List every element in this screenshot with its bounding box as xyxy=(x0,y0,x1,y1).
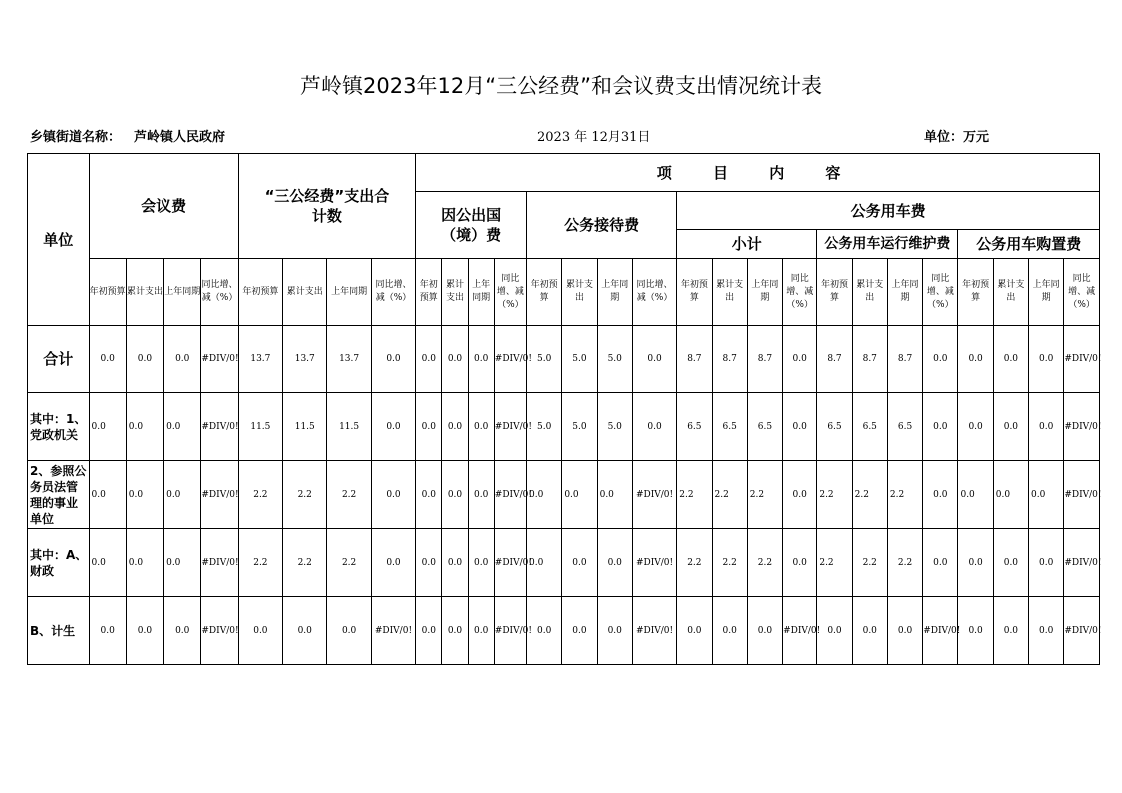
cell-value: 0.0 xyxy=(283,597,327,665)
cell-value: 13.7 xyxy=(283,326,327,393)
cell-value: #DIV/0! xyxy=(494,461,526,529)
cell-value: 13.7 xyxy=(327,326,371,393)
abroad-header: 因公出国（境）费 xyxy=(416,192,527,259)
subheader-yoy: 同比增、减（%） xyxy=(923,259,958,326)
cell-value: 0.0 xyxy=(126,461,163,529)
cell-value: #DIV/0! xyxy=(632,461,676,529)
subheader-lastyear: 上年同期 xyxy=(887,259,922,326)
cell-value: 0.0 xyxy=(416,393,442,461)
cell-value: 2.2 xyxy=(747,461,782,529)
cell-value: 0.0 xyxy=(958,529,993,597)
cell-value: 0.0 xyxy=(468,393,494,461)
cell-value: 0.0 xyxy=(783,529,817,597)
unit-label: 单位：万元 xyxy=(924,130,990,145)
cell-value: 8.7 xyxy=(817,326,852,393)
cell-value: 0.0 xyxy=(993,529,1028,597)
cell-value: 0.0 xyxy=(747,597,782,665)
subheader-cumulative: 累计支出 xyxy=(852,259,887,326)
cell-value: 6.5 xyxy=(712,393,747,461)
cell-value: 2.2 xyxy=(238,529,282,597)
purchase-header: 公务用车购置费 xyxy=(958,230,1100,259)
cell-value: 0.0 xyxy=(562,597,597,665)
subheader-lastyear: 上年同期 xyxy=(1029,259,1064,326)
page-title: 芦岭镇2023年12月“三公经费”和会议费支出情况统计表 xyxy=(300,74,822,98)
subheader-cumulative: 累计支出 xyxy=(993,259,1028,326)
cell-value: 2.2 xyxy=(677,529,712,597)
cell-value: 5.0 xyxy=(562,326,597,393)
cell-value: 2.2 xyxy=(887,529,922,597)
table-row xyxy=(28,393,1100,461)
cell-value: 0.0 xyxy=(632,326,676,393)
cell-value: 11.5 xyxy=(283,393,327,461)
unit-header: 单位 xyxy=(28,154,90,326)
cell-value: 0.0 xyxy=(442,326,468,393)
cell-value: 0.0 xyxy=(562,461,597,529)
cell-value: 0.0 xyxy=(89,393,126,461)
cell-value: 0.0 xyxy=(993,597,1028,665)
cell-value: 5.0 xyxy=(562,393,597,461)
cell-value: 0.0 xyxy=(1029,461,1064,529)
subheader-budget: 年初预算 xyxy=(817,259,852,326)
cell-value: 0.0 xyxy=(1029,393,1064,461)
row-label: 其中：1、党政机关 xyxy=(28,393,90,461)
cell-value: 0.0 xyxy=(1029,529,1064,597)
cell-value: 2.2 xyxy=(283,529,327,597)
street-label: 乡镇街道名称： xyxy=(30,130,122,145)
cell-value: 0.0 xyxy=(371,326,415,393)
cell-value: 2.2 xyxy=(712,461,747,529)
cell-value: 0.0 xyxy=(783,326,817,393)
cell-value: 0.0 xyxy=(527,529,562,597)
subheader-lastyear: 上年同期 xyxy=(164,259,201,326)
subheader-lastyear: 上年同期 xyxy=(468,259,494,326)
cell-value: 0.0 xyxy=(416,597,442,665)
cell-value: 0.0 xyxy=(126,326,163,393)
cell-value: 11.5 xyxy=(327,393,371,461)
cell-value: 8.7 xyxy=(747,326,782,393)
vehicle-header: 公务用车费 xyxy=(677,192,1100,230)
row-label: 其中：A、财政 xyxy=(28,529,90,597)
sangong-total-header: “三公经费”支出合计数 xyxy=(238,154,415,259)
subheader-budget: 年初预算 xyxy=(677,259,712,326)
cell-value: 2.2 xyxy=(852,461,887,529)
cell-value: 0.0 xyxy=(371,393,415,461)
cell-value: 2.2 xyxy=(327,529,371,597)
subheader-cumulative: 累计支出 xyxy=(442,259,468,326)
street-name: 芦岭镇人民政府 xyxy=(134,130,226,145)
cell-value: 6.5 xyxy=(677,393,712,461)
cell-value: 2.2 xyxy=(817,529,852,597)
cell-value: 0.0 xyxy=(597,597,632,665)
subheader-lastyear: 上年同期 xyxy=(597,259,632,326)
cell-value: 6.5 xyxy=(747,393,782,461)
cell-value: 5.0 xyxy=(527,326,562,393)
subheader-cumulative: 累计支出 xyxy=(712,259,747,326)
cell-value: #DIV/0! xyxy=(1064,393,1100,461)
subheader-cumulative: 累计支出 xyxy=(283,259,327,326)
cell-value: 0.0 xyxy=(887,597,922,665)
cell-value: 8.7 xyxy=(852,326,887,393)
cell-value: 0.0 xyxy=(958,461,993,529)
cell-value: 0.0 xyxy=(468,326,494,393)
meeting-header: 会议费 xyxy=(89,154,238,259)
report-date: 2023 年 12月31日 xyxy=(537,130,651,145)
reception-header: 公务接待费 xyxy=(527,192,677,259)
subheader-budget: 年初预算 xyxy=(527,259,562,326)
cell-value: 0.0 xyxy=(442,597,468,665)
cell-value: #DIV/0! xyxy=(201,597,238,665)
cell-value: 5.0 xyxy=(597,393,632,461)
cell-value: 6.5 xyxy=(887,393,922,461)
cell-value: 0.0 xyxy=(923,461,958,529)
cell-value: #DIV/0! xyxy=(201,461,238,529)
cell-value: 0.0 xyxy=(597,529,632,597)
cell-value: #DIV/0! xyxy=(632,529,676,597)
cell-value: 5.0 xyxy=(527,393,562,461)
subheader-yoy: 同比增、减（%） xyxy=(1064,259,1100,326)
subheader-lastyear: 上年同期 xyxy=(747,259,782,326)
cell-value: 0.0 xyxy=(1029,326,1064,393)
cell-value: 8.7 xyxy=(677,326,712,393)
cell-value: #DIV/0! xyxy=(1064,529,1100,597)
cell-value: 0.0 xyxy=(126,597,163,665)
cell-value: 0.0 xyxy=(89,597,126,665)
row-label: B、计生 xyxy=(28,597,90,665)
cell-value: 0.0 xyxy=(562,529,597,597)
expense-table xyxy=(27,153,1100,665)
subheader-lastyear: 上年同期 xyxy=(327,259,371,326)
cell-value: 0.0 xyxy=(923,393,958,461)
cell-value: 0.0 xyxy=(238,597,282,665)
subheader-budget: 年初预算 xyxy=(238,259,282,326)
cell-value: 0.0 xyxy=(993,393,1028,461)
cell-value: 0.0 xyxy=(993,461,1028,529)
cell-value: 0.0 xyxy=(923,529,958,597)
cell-value: 8.7 xyxy=(887,326,922,393)
cell-value: 13.7 xyxy=(238,326,282,393)
cell-value: 0.0 xyxy=(442,461,468,529)
cell-value: 0.0 xyxy=(416,461,442,529)
subheader-budget: 年初预算 xyxy=(89,259,126,326)
cell-value: 0.0 xyxy=(527,597,562,665)
cell-value: 0.0 xyxy=(126,393,163,461)
operation-header: 公务用车运行维护费 xyxy=(817,230,958,259)
cell-value: 0.0 xyxy=(783,393,817,461)
cell-value: #DIV/0! xyxy=(632,597,676,665)
cell-value: 2.2 xyxy=(747,529,782,597)
cell-value: 0.0 xyxy=(468,597,494,665)
cell-value: #DIV/0! xyxy=(494,529,526,597)
cell-value: 0.0 xyxy=(416,326,442,393)
cell-value: 0.0 xyxy=(164,326,201,393)
cell-value: 2.2 xyxy=(677,461,712,529)
cell-value: #DIV/0! xyxy=(1064,597,1100,665)
cell-value: 0.0 xyxy=(923,326,958,393)
table-row xyxy=(28,326,1100,393)
cell-value: 2.2 xyxy=(887,461,922,529)
cell-value: 6.5 xyxy=(852,393,887,461)
subtotal-header: 小计 xyxy=(677,230,817,259)
cell-value: 0.0 xyxy=(958,326,993,393)
cell-value: 0.0 xyxy=(89,461,126,529)
subheader-yoy: 同比增、减（%） xyxy=(494,259,526,326)
cell-value: 0.0 xyxy=(527,461,562,529)
cell-value: 0.0 xyxy=(371,461,415,529)
cell-value: #DIV/0! xyxy=(923,597,958,665)
cell-value: #DIV/0! xyxy=(494,393,526,461)
cell-value: 0.0 xyxy=(164,393,201,461)
cell-value: 0.0 xyxy=(164,597,201,665)
table-row xyxy=(28,597,1100,665)
cell-value: 0.0 xyxy=(416,529,442,597)
cell-value: 0.0 xyxy=(126,529,163,597)
row-label: 2、参照公务员法管理的事业单位 xyxy=(28,461,90,529)
cell-value: 0.0 xyxy=(632,393,676,461)
subheader-yoy: 同比增、减（%） xyxy=(201,259,238,326)
table-row xyxy=(28,529,1100,597)
subheader-budget: 年初预算 xyxy=(958,259,993,326)
cell-value: 0.0 xyxy=(371,529,415,597)
cell-value: #DIV/0! xyxy=(1064,461,1100,529)
cell-value: #DIV/0! xyxy=(494,326,526,393)
subheader-yoy: 同比增、减（%） xyxy=(632,259,676,326)
cell-value: 2.2 xyxy=(712,529,747,597)
cell-value: #DIV/0! xyxy=(783,597,817,665)
cell-value: #DIV/0! xyxy=(494,597,526,665)
cell-value: 0.0 xyxy=(958,393,993,461)
cell-value: #DIV/0! xyxy=(371,597,415,665)
subheader-cumulative: 累计支出 xyxy=(126,259,163,326)
cell-value: 0.0 xyxy=(164,529,201,597)
cell-value: 0.0 xyxy=(442,393,468,461)
cell-value: 0.0 xyxy=(442,529,468,597)
cell-value: 0.0 xyxy=(783,461,817,529)
cell-value: 0.0 xyxy=(1029,597,1064,665)
cell-value: 0.0 xyxy=(852,597,887,665)
cell-value: #DIV/0! xyxy=(201,393,238,461)
cell-value: 2.2 xyxy=(283,461,327,529)
cell-value: 0.0 xyxy=(468,461,494,529)
cell-value: 5.0 xyxy=(597,326,632,393)
cell-value: 0.0 xyxy=(89,326,126,393)
subheader-yoy: 同比增、减（%） xyxy=(371,259,415,326)
cell-value: 2.2 xyxy=(238,461,282,529)
subheader-cumulative: 累计支出 xyxy=(562,259,597,326)
cell-value: #DIV/0! xyxy=(201,529,238,597)
cell-value: 0.0 xyxy=(164,461,201,529)
cell-value: 0.0 xyxy=(712,597,747,665)
subheader-yoy: 同比增、减（%） xyxy=(783,259,817,326)
cell-value: 11.5 xyxy=(238,393,282,461)
subheader-budget: 年初预算 xyxy=(416,259,442,326)
cell-value: 2.2 xyxy=(852,529,887,597)
cell-value: 0.0 xyxy=(468,529,494,597)
cell-value: 0.0 xyxy=(677,597,712,665)
cell-value: 0.0 xyxy=(993,326,1028,393)
row-label: 合计 xyxy=(28,326,90,393)
cell-value: 0.0 xyxy=(817,597,852,665)
items-content-header: 项 目 内 容 xyxy=(416,154,1100,192)
cell-value: 2.2 xyxy=(327,461,371,529)
cell-value: 8.7 xyxy=(712,326,747,393)
cell-value: #DIV/0! xyxy=(201,326,238,393)
cell-value: 0.0 xyxy=(597,461,632,529)
cell-value: 2.2 xyxy=(817,461,852,529)
cell-value: 6.5 xyxy=(817,393,852,461)
cell-value: 0.0 xyxy=(327,597,371,665)
cell-value: #DIV/0! xyxy=(1064,326,1100,393)
cell-value: 0.0 xyxy=(958,597,993,665)
table-row xyxy=(28,461,1100,529)
cell-value: 0.0 xyxy=(89,529,126,597)
